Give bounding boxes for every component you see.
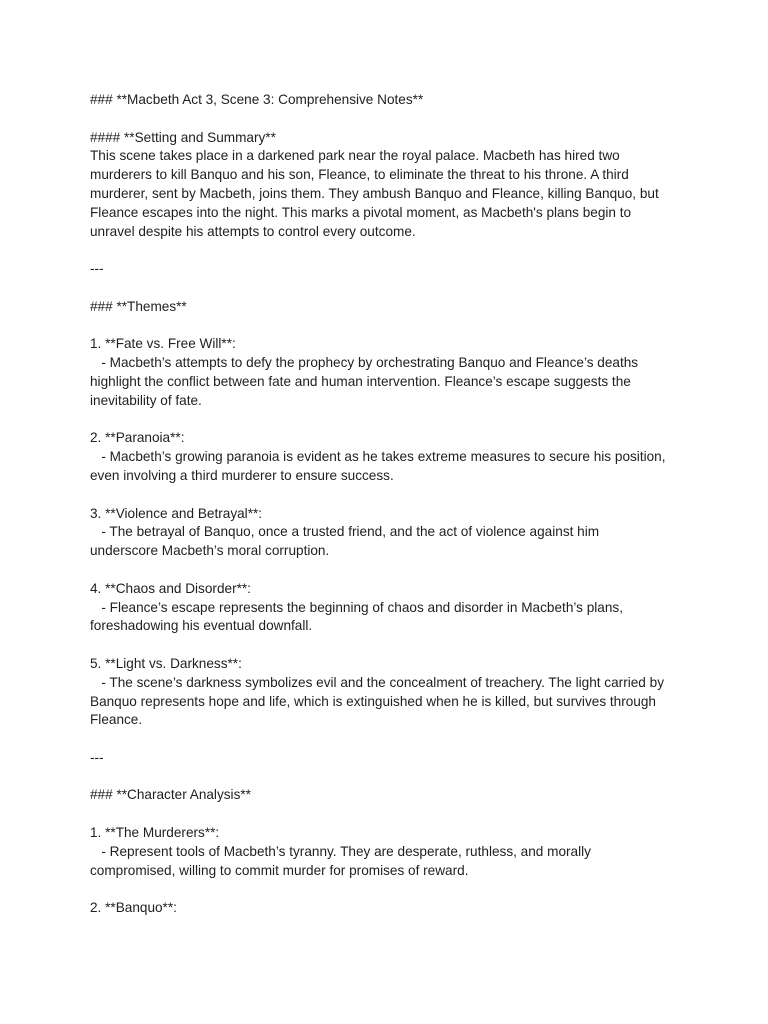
spacer — [90, 110, 690, 129]
theme-title: 5. **Light vs. Darkness**: — [90, 655, 242, 671]
theme-line: foreshadowing his eventual downfall. — [90, 618, 313, 634]
setting-line: murderers to kill Banquo and his son, Fleance, to eliminate the threat to his throne. A third — [90, 167, 629, 183]
setting-line: unravel despite his attempts to control every outcome. — [90, 223, 416, 239]
theme-line: Banquo represents hope and life, which is extinguished when he is killed, but survives through — [90, 693, 656, 709]
theme-line: - The betrayal of Banquo, once a trusted friend, and the act of violence against him — [90, 524, 600, 540]
divider: --- — [90, 261, 104, 277]
spacer — [90, 805, 690, 824]
spacer — [90, 411, 690, 430]
themes-heading: ### **Themes** — [90, 298, 187, 314]
spacer — [90, 317, 690, 336]
character-title: 2. **Banquo**: — [90, 900, 177, 916]
setting-heading: #### **Setting and Summary** — [90, 129, 276, 145]
character-line: compromised, willing to commit murder for promises of reward. — [90, 862, 469, 878]
theme-line: - Macbeth’s attempts to defy the prophecy by orchestrating Banquo and Fleance’s deaths — [90, 355, 639, 371]
spacer — [90, 730, 690, 749]
document-body — [90, 91, 690, 918]
theme-line: - The scene’s darkness symbolizes evil and the concealment of treachery. The light carried by — [90, 674, 664, 690]
setting-line: Fleance escapes into the night. This marks a pivotal moment, as Macbeth's plans begin to — [90, 204, 632, 220]
spacer — [90, 486, 690, 505]
spacer — [90, 241, 690, 260]
spacer — [90, 768, 690, 787]
theme-title: 3. **Violence and Betrayal**: — [90, 505, 263, 521]
characters-heading: ### **Character Analysis** — [90, 787, 251, 803]
spacer — [90, 880, 690, 899]
spacer — [90, 279, 690, 298]
theme-title: 4. **Chaos and Disorder**: — [90, 580, 251, 596]
setting-line: This scene takes place in a darkened park near the royal palace. Macbeth has hired two — [90, 148, 620, 164]
theme-line: inevitability of fate. — [90, 392, 202, 408]
theme-line: even involving a third murderer to ensure success. — [90, 467, 394, 483]
spacer — [90, 561, 690, 580]
theme-title: 1. **Fate vs. Free Will**: — [90, 336, 236, 352]
divider: --- — [90, 749, 104, 765]
character-line: - Represent tools of Macbeth’s tyranny. They are desperate, ruthless, and morally — [90, 843, 591, 859]
theme-line: highlight the conflict between fate and human intervention. Fleance’s escape suggests the — [90, 373, 631, 389]
theme-line: - Macbeth’s growing paranoia is evident as he takes extreme measures to secure his position, — [90, 449, 666, 465]
spacer — [90, 636, 690, 655]
document-title: ### **Macbeth Act 3, Scene 3: Comprehensive Notes** — [90, 92, 424, 107]
theme-line: Fleance. — [90, 712, 143, 728]
theme-line: underscore Macbeth’s moral corruption. — [90, 543, 330, 559]
character-title: 1. **The Murderers**: — [90, 825, 220, 841]
theme-title: 2. **Paranoia**: — [90, 430, 185, 446]
setting-line: murderer, sent by Macbeth, joins them. They ambush Banquo and Fleance, killing Banquo, but — [90, 185, 659, 201]
theme-line: - Fleance’s escape represents the beginning of chaos and disorder in Macbeth’s plans, — [90, 599, 623, 615]
